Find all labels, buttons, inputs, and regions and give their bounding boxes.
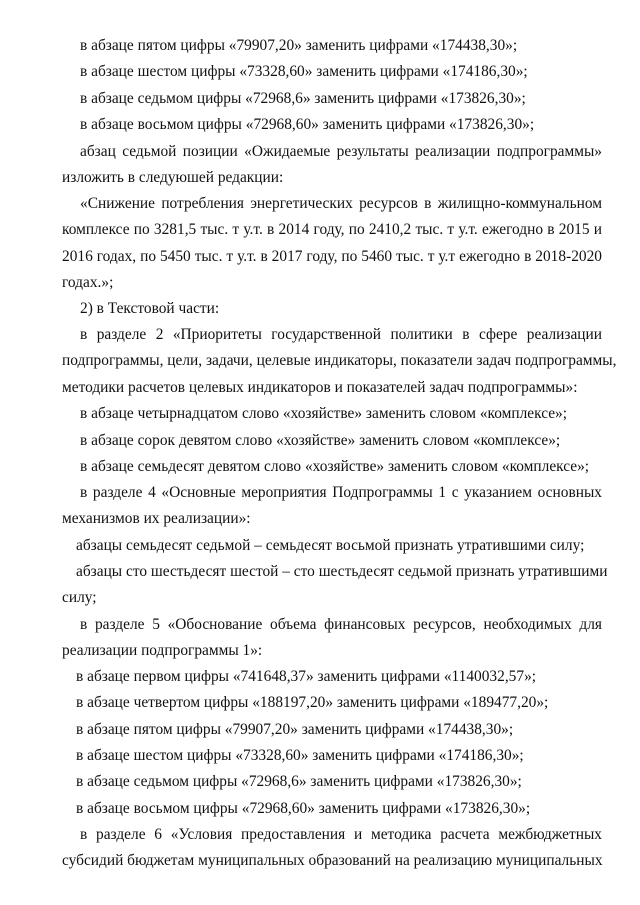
paragraph [62, 796, 602, 822]
text-line: в абзаце первом цифры «741648,37» заменить цифрами «1140032,57»; [76, 668, 537, 685]
text-line: в абзаце шестом цифры «73328,60» заменить цифрами «174186,30»; [80, 63, 528, 80]
paragraph [62, 480, 602, 533]
text-line: годах.»; [62, 274, 114, 292]
paragraph [62, 59, 602, 85]
paragraph [62, 322, 617, 401]
text-line: абзацы семьдесят седьмой – семьдесят восьмой признать утратившими силу; [76, 537, 585, 554]
paragraph [62, 533, 602, 559]
text-line: в абзаце четвертом цифры «188197,20» заменить цифрами «189477,20»; [76, 694, 549, 711]
paragraph [62, 690, 602, 716]
text-line: в абзаце седьмом цифры «72968,6» заменить цифрами «173826,30»; [76, 773, 522, 790]
paragraph [62, 743, 602, 769]
text-line: в абзаце семьдесят девятом слово «хозяйстве» заменить словом «комплексе»; [80, 458, 590, 475]
paragraph [62, 296, 602, 322]
text-line: 2) в Текстовой части: [80, 300, 220, 317]
paragraph [62, 822, 602, 875]
paragraph [62, 559, 608, 612]
text-line: в абзаце сорок девятом слово «хозяйстве» заменить словом «комплексе»; [80, 432, 561, 449]
text-line: «Снижение потребления энергетических ресурсов в жилищно-коммунальном [80, 195, 602, 212]
paragraph [62, 401, 602, 427]
text-line: механизмов их реализации»: [62, 510, 251, 528]
text-line: в абзаце шестом цифры «73328,60» заменить цифрами «174186,30»; [76, 747, 524, 764]
text-line: методики расчетов целевых индикаторов и показателей задач подпрограммы»: [62, 378, 578, 396]
paragraph [62, 428, 602, 454]
text-line: изложить в следуюшей редакции: [62, 169, 284, 187]
text-line: в абзаце седьмом цифры «72968,6» заменить цифрами «173826,30»; [80, 90, 526, 107]
paragraph [62, 769, 602, 795]
text-line: субсидий бюджетам муниципальных образований на реализацию муниципальных [62, 852, 603, 870]
text-line: в разделе 5 «Обоснование объема финансовых ресурсов, необходимых для [80, 616, 602, 633]
text-line: подпрограммы, цели, задачи, целевые индикаторы, показатели задач подпрограммы, [62, 352, 617, 370]
text-line: в абзаце восьмом цифры «72968,60» заменить цифрами «173826,30»; [76, 800, 531, 817]
paragraph [62, 717, 602, 743]
text-line: в абзаце пятом цифры «79907,20» заменить цифрами «174438,30»; [76, 721, 514, 738]
text-line: комплексе по 3281,5 тыс. т у.т. в 2014 году, по 2410,2 тыс. т у.т. ежегодно в 2015 и [62, 221, 602, 239]
paragraph [62, 33, 602, 59]
text-line: реализации подпрограммы 1»: [62, 642, 263, 660]
paragraph [62, 112, 602, 138]
text-line: в абзаце пятом цифры «79907,20» заменить цифрами «174438,30»; [80, 37, 518, 54]
text-line: абзац седьмой позиции «Ожидаемые результаты реализации подпрограммы» [80, 143, 602, 160]
paragraph [62, 191, 602, 297]
text-line: 2016 годах, по 5450 тыс. т у.т. в 2017 году, по 5460 тыс. т у.т ежегодно в 2018-2020 [62, 247, 602, 265]
text-line: в абзаце четырнадцатом слово «хозяйстве» заменить словом «комплексе»; [80, 405, 568, 422]
text-line: в абзаце восьмом цифры «72968,60» заменить цифрами «173826,30»; [80, 116, 535, 133]
text-line: в разделе 2 «Приоритеты государственной политики в сфере реализации [80, 326, 602, 343]
paragraph [62, 139, 602, 192]
text-line: в разделе 6 «Условия предоставления и методика расчета межбюджетных [80, 826, 602, 843]
paragraph [62, 86, 602, 112]
text-line: в разделе 4 «Основные мероприятия Подпрограммы 1 с указанием основных [80, 484, 602, 501]
paragraph [62, 612, 602, 665]
text-line: абзацы сто шестьдесят шестой – сто шестьдесят седьмой признать утратившими [76, 563, 608, 580]
paragraph [62, 454, 602, 480]
paragraph [62, 664, 602, 690]
text-line: силу; [62, 589, 97, 607]
